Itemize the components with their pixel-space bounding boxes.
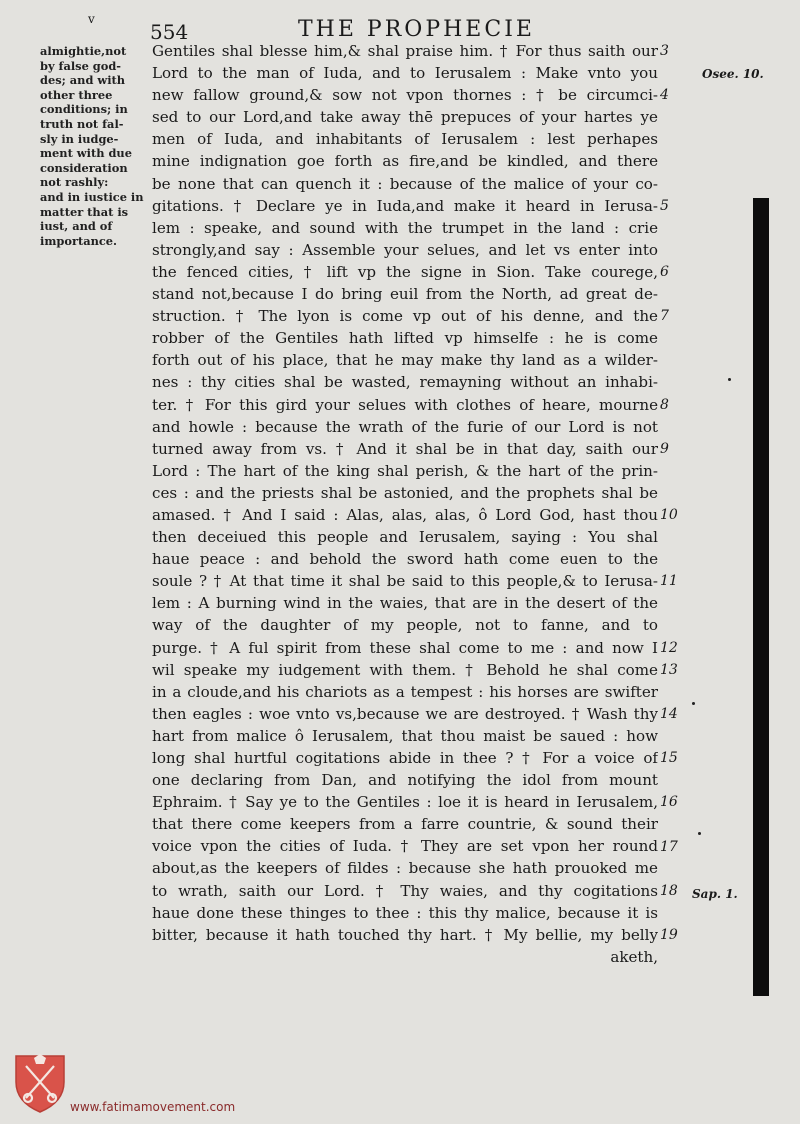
verse-number: 10 — [660, 507, 678, 524]
margin-note-line: matter that is — [40, 204, 129, 219]
verse-number: 17 — [660, 838, 678, 855]
verse-number: 9 — [660, 440, 669, 457]
margin-note-line: by false god- — [40, 58, 122, 73]
margin-note-line: sly in iudge- — [40, 131, 119, 146]
margin-note-line: truth not fal- — [40, 116, 124, 131]
text-line: gitations. † Declare ye in Iuda,and make it heard in Ierusa- — [152, 196, 658, 215]
text-line: the fenced cities, † lift vp the signe in Sion. Take courege, — [152, 262, 658, 281]
text-line: one declaring from Dan, and notifying the idol from mount — [152, 771, 658, 790]
text-line: men of Iuda, and inhabitants of Ierusalem : lest perhapes — [152, 130, 658, 149]
verse-number: 6 — [660, 264, 669, 280]
running-head: THE PROPHECIE — [298, 17, 535, 42]
text-line: that there come keepers from a farre countrie, & sound their — [152, 815, 658, 834]
text-line: Lord : The hart of the king shal perish, & the hart of the prin- — [152, 461, 658, 480]
text-line: haue done these thinges to thee : this thy malice, because it is — [152, 903, 658, 922]
page-mark: v — [88, 12, 95, 26]
verse-number: 5 — [660, 197, 669, 214]
text-line: lem : A burning wind in the waies, that are in the desert of the — [152, 594, 658, 613]
text-line: haue peace : and behold the sword hath come euen to the — [152, 550, 658, 569]
ink-speck — [692, 702, 695, 705]
text-line: voice vpon the cities of Iuda. † They are set vpon her round — [152, 837, 658, 856]
verse-number: 12 — [660, 639, 678, 656]
verse-number: 14 — [660, 706, 678, 722]
margin-note-line: and in iustice in — [40, 189, 144, 204]
verse-number: 15 — [660, 750, 678, 767]
text-line: and howle : because the wrath of the furie of our Lord is not — [152, 417, 658, 436]
margin-note-line: iust, and of — [40, 219, 113, 234]
text-line: new fallow ground,& sow not vpon thornes : † be circumci- — [152, 86, 658, 105]
text-line: ces : and the priests shal be astonied, and the prophets shal be — [152, 483, 658, 502]
margin-note-line: not rashly: — [40, 175, 109, 190]
text-line: then deceiued this people and Ierusalem, saying : You shal — [152, 528, 658, 547]
text-line: in a cloude,and his chariots as a tempest : his horses are swifter — [152, 682, 658, 701]
margin-note — [40, 44, 148, 248]
verse-number: 4 — [660, 87, 669, 104]
body-text — [152, 40, 658, 968]
text-line: mine indignation goe forth as fire,and be kindled, and there — [152, 152, 658, 171]
verse-number: 18 — [660, 882, 678, 899]
text-line: ter. † For this gird your selues with clothes of heare, mourne — [152, 395, 658, 414]
text-line: forth out of his place, that he may make thy land as a wilder- — [152, 351, 658, 370]
verse-number: 16 — [660, 794, 678, 811]
text-line: amased. † And I said : Alas, alas, alas, ô Lord God, hast thou — [152, 505, 658, 524]
text-line: lem : speake, and sound with the trumpet in the land : crie — [152, 218, 658, 237]
text-line: way of the daughter of my people, not to fanne, and to — [152, 616, 658, 635]
text-line: to wrath, saith our Lord. † Thy waies, and thy cogitations — [152, 881, 658, 900]
binding-shadow — [753, 198, 769, 996]
text-line: bitter, because it hath touched thy hart. † My bellie, my belly — [152, 925, 658, 944]
text-line: struction. † The lyon is come vp out of his denne, and the — [152, 307, 658, 326]
papal-keys-logo-icon — [12, 1052, 68, 1114]
text-line: sed to our Lord,and take away thē prepuces of your hartes ye — [152, 108, 658, 127]
verse-number: 13 — [660, 661, 678, 678]
verse-number: 11 — [660, 573, 678, 590]
cross-ref-hosea: Osee. 10. — [702, 67, 764, 81]
text-line: then eagles : woe vnto vs,because we are destroyed. † Wash thy — [152, 704, 658, 723]
text-line: be none that can quench it : because of the malice of your co- — [152, 174, 658, 193]
text-line: wil speake my iudgement with them. † Behold he shal come — [152, 660, 658, 679]
page-number: 554 — [150, 20, 189, 44]
margin-note-line: ment with due — [40, 146, 132, 161]
verse-number: 8 — [660, 396, 669, 413]
cross-ref-sapience: Sap. 1. — [692, 887, 738, 901]
text-line: robber of the Gentiles hath lifted vp himselfe : he is come — [152, 329, 658, 348]
text-line: about,as the keepers of fildes : because she hath prouoked me — [152, 859, 658, 878]
margin-note-line: des; and with — [40, 73, 126, 88]
ink-speck — [698, 832, 701, 835]
website-link[interactable]: www.fatimamovement.com — [70, 1100, 236, 1114]
verse-number: 19 — [660, 927, 678, 943]
text-line: Gentiles shal blesse him,& shal praise him. † For thus saith our — [152, 42, 658, 60]
text-line: soule ? † At that time it shal be said to this people,& to Ierusa- — [152, 572, 658, 591]
margin-note-line: importance. — [40, 233, 118, 248]
text-line: strongly,and say : Assemble your selues, and let vs enter into — [152, 240, 658, 259]
text-line: nes : thy cities shal be wasted, remayning without an inhabi- — [152, 373, 658, 392]
margin-note-line: conditions; in — [40, 102, 128, 117]
text-line: hart from malice ô Ierusalem, that thou maist be saued : how — [152, 726, 658, 745]
text-line: stand not,because I do bring euil from the North, ad great de- — [152, 285, 658, 304]
margin-note-line: other three — [40, 87, 113, 102]
text-line: Lord to the man of Iuda, and to Ierusalem : Make vnto you — [152, 64, 658, 83]
text-line: Ephraim. † Say ye to the Gentiles : loe it is heard in Ierusalem, — [152, 793, 658, 812]
text-line: purge. † A ful spirit from these shal come to me : and now I — [152, 638, 658, 657]
verse-number: 7 — [660, 308, 669, 325]
margin-note-line: almightie,not — [40, 44, 127, 58]
text-line: aketh, — [610, 947, 658, 966]
ink-speck — [728, 378, 731, 381]
verse-number: 3 — [660, 43, 669, 59]
text-line: long shal hurtful cogitations abide in thee ? † For a voice of — [152, 749, 658, 767]
text-line: turned away from vs. † And it shal be in that day, saith our — [152, 439, 658, 458]
margin-note-line: consideration — [40, 160, 128, 175]
